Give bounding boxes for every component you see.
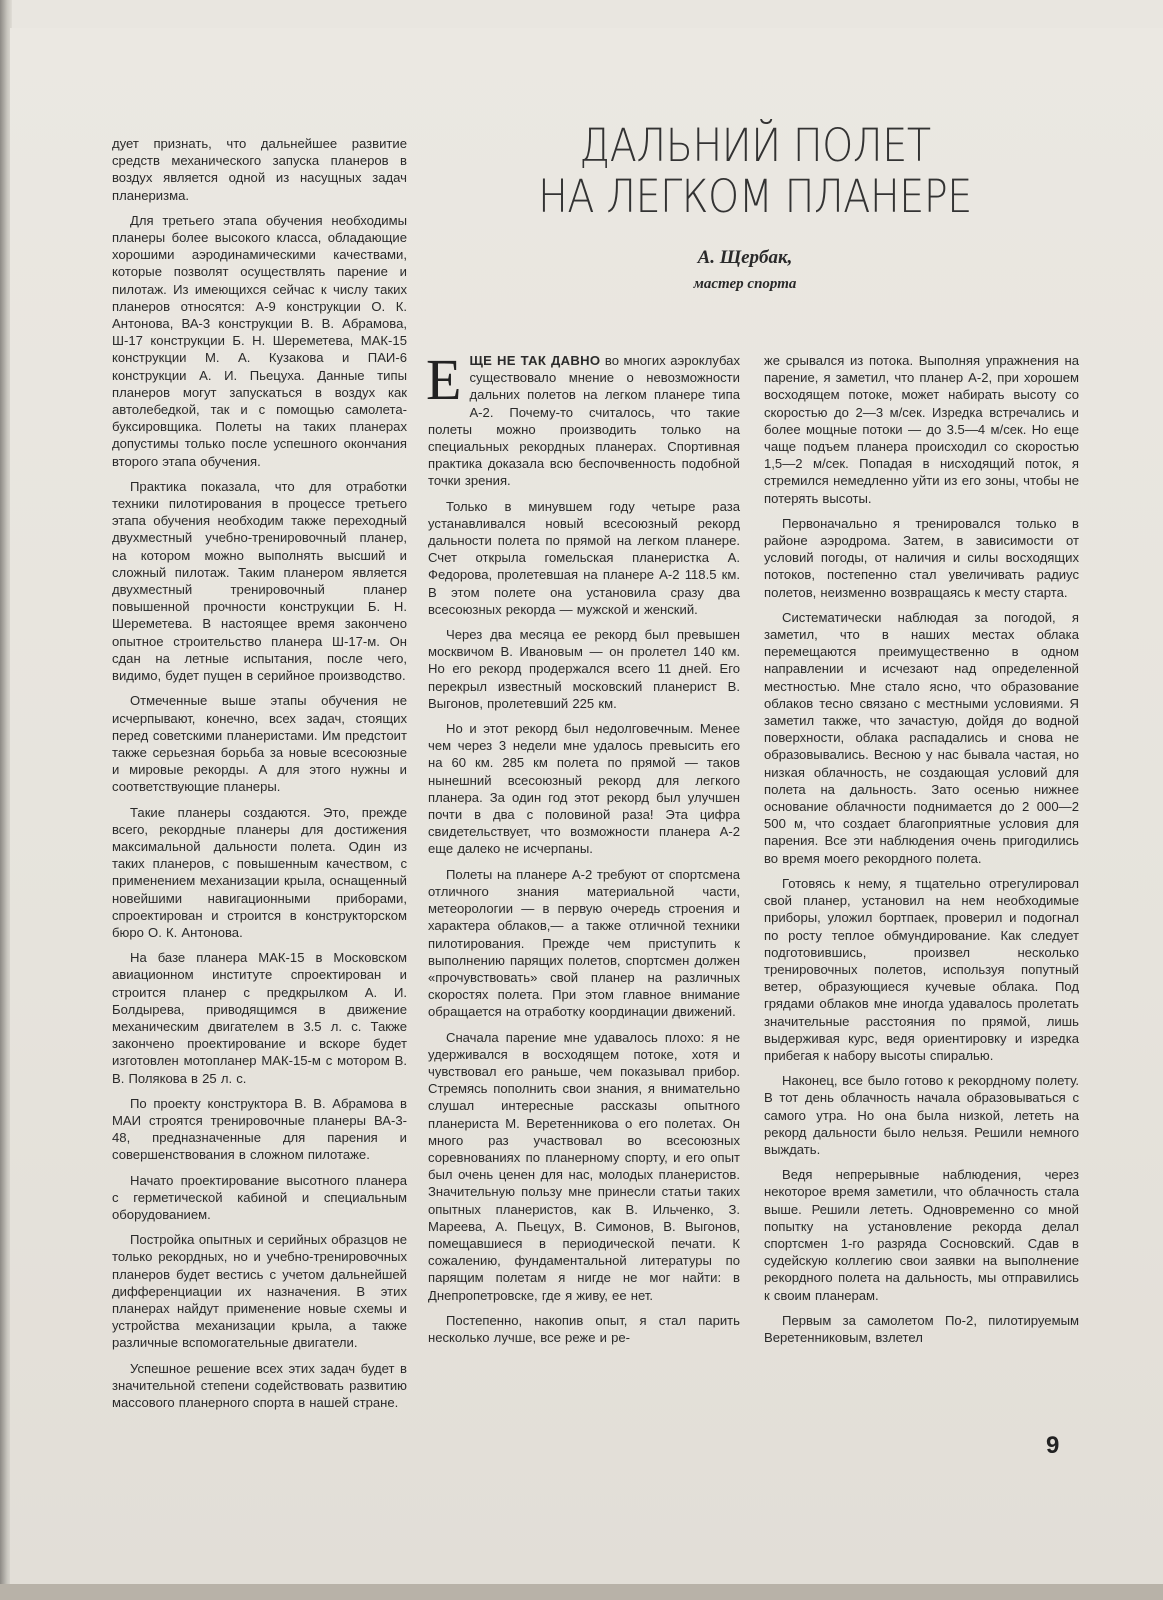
column3-paragraph: Систематически наблюдая за погодой, я заметил, что в наших местах облака перемещаются преимущественно в одном направлении и исчезают над определенной местностью. Мне стало ясно, что образование облаков тесно связано с местными условиями. Я заметил также, что зачастую, дойдя до водной поверхности, облака распадались и снова не образовывались. Весною у нас бывала частая, но низкая облачность, не создающая условий для полета на дальность. Зато осенью нижнее основание облачности поднимается до 2 000—2 500 м, что создает благоприятные условия для парения. Все эти наблюдения очень пригодились во время моего рекордного полета. bbox=[764, 609, 1079, 866]
column1-paragraph: Отмеченные выше этапы обучения не исчерпывают, конечно, всех задач, стоящих перед советскими планеристами. Им предстоит также серьезная борьба за новые всесоюзные и мировые рекорды. А для этого нужны и соответствующие планеры. bbox=[112, 693, 407, 795]
column2-paragraph: Только в минувшем году четыре раза устанавливался новый всесоюзный рекорд дальности полета по прямой на легком планере. Счет открыла гомельская планеристка А. Федорова, пролетевшая на планере А-2 118.5 км. В этом полете она установила сразу два всесоюзных рекорда — мужской и женский. bbox=[428, 498, 740, 617]
column3-paragraph: Наконец, все было готово к рекордному полету. В тот день облачность начала образовываться с самого утра. Но она была низкой, лететь на рекорд дальности было нельзя. Решили немного выждать. bbox=[764, 1073, 1079, 1157]
column2-paragraph: Через два месяца ее рекорд был превышен москвичом В. Ивановым — он пролетел 140 км. Но его рекорд продержался всего 11 дней. Его перекрыл известный московский планерист В. Выгонов, пролетевший 225 км. bbox=[428, 627, 740, 711]
column3-paragraph: Готовясь к нему, я тщательно отрегулировал свой планер, установил на нем необходимые приборы, уложил бортпаек, проверил и подогнал по росту теплое обмундирование. Как следует подготовившись, произвел несколько тренировочных полетов, используя попутный ветер, образующиеся кучевые облака. Под грядами облаков мне иногда удавалось пролетать значительные расстояния по прямой, лишь выдерживая курс, ведя ориентировку и изредка прибегая к набору высоты спиралью. bbox=[764, 875, 1079, 1063]
drop-cap: Е bbox=[426, 347, 462, 412]
text-column-2 bbox=[426, 347, 741, 1354]
article-title-line-1: ДАЛЬНИЙ ПОЛЕТ bbox=[579, 119, 931, 172]
article-title bbox=[531, 120, 980, 222]
column1-paragraph: Успешное решение всех этих задач будет в значительной степени содействовать развитию массового планерного спорта в нашей стране. bbox=[112, 1360, 407, 1411]
column1-paragraph: По проекту конструктора В. В. Абрамова в МАИ строятся тренировочные планеры ВА-3-48, предназначенные для парения и совершенствования в сложном пилотаже. bbox=[112, 1095, 407, 1163]
column1-paragraph: На базе планера МАК-15 в Московском авиационном институте спроектирован и строится планер с предкрылком А. И. Болдырева, приводящимся в движение механическим двигателем в 3.5 л. с. Также закончено проектирование и вскоре будет изготовлен мотопланер МАК-15-м с мотором В. В. Полякова в 25 л. с. bbox=[112, 950, 407, 1086]
page-bottom-edge bbox=[0, 1584, 1163, 1600]
column2-paragraph: Сначала парение мне удавалось плохо: я не удерживался в восходящем потоке, хотя и чувствовал его раньше, чем показывал прибор. Стремясь пополнить свои знания, я внимательно слушал интересные рассказы опытного планериста М. Веретенникова о его полетах. Он много раз участвовал во всесоюзных соревнованиях по планерному спорту, и его опыт был очень ценен для нас, молодых планеристов. Значительную пользу мне принесли статьи таких опытных планеристов, как В. Ильченко, З. Мареева, А. Пьецух, В. Симонов, В. Выгонов, помещавшиеся в периодической печати. К сожалению, фундаментальной литературы по парящим полетам я нигде не мог найти: в Днепропетровске, где я живу, ее нет. bbox=[428, 1029, 740, 1303]
column3-paragraph: же срывался из потока. Выполняя упражнения на парение, я заметил, что планер А-2, при хорошем восходящем потоке, может набирать высоту со скоростью до 2—3 м/сек. Изредка встречались и более мощные потоки — до 3.5—4 м/сек. Но еще чаще подъем планера происходил со скоростью 1,5—2 м/сек. Попадая в нисходящий поток, я стремился немедленно уйти из его зоны, чтобы не потерять высоты. bbox=[764, 353, 1079, 506]
text-column-1 bbox=[112, 135, 407, 1419]
article-author: А. Щербак, bbox=[697, 247, 793, 268]
text-column-3 bbox=[764, 352, 1079, 1354]
column3-paragraph: Ведя непрерывные наблюдения, через некоторое время заметили, что облачность стала выше. Решили лететь. Одновременно со мной попытку на установление рекорда делал спортсмен 1-го разряда Сосновский. Сдав в судейскую коллегию свои заявки на выполнение рекордного полета на дальность, мы отправились к своим планерам. bbox=[764, 1167, 1079, 1303]
column1-paragraph: Такие планеры создаются. Это, прежде всего, рекордные планеры для достижения максимальной дальности полета. Один из таких планеров, с повышенным качеством, с применением механизации крыла, оснащенный новейшими навигационными приборами, спроектирован и строится в конструкторском бюро О. К. Антонова. bbox=[112, 804, 407, 940]
column2-paragraph: Но и этот рекорд был недолговечным. Менее чем через 3 недели мне удалось превысить его на 60 км. 285 км полета по прямой — таков нынешний всесоюзный рекорд для легкого планера. За один год этот рекорд был улучшен почти в два с половиной раза! Эта цифра свидетельствует, что возможности планера А-2 еще далеко не исчерпаны. bbox=[428, 721, 740, 857]
column2-paragraph: Полеты на планере А-2 требуют от спортсмена отличного знания материальной части, метеорологии — в первую очередь строения и характера облаков,— а также отличной техники пилотирования. Прежде чем приступить к выполнению парящих полетов, спортсмен должен «прочувствовать» свой планер на различных скоростях полета. При этом главное внимание обращается на отработку координации движений. bbox=[428, 866, 740, 1020]
lead-caps: ЩЕ НЕ ТАК ДАВНО bbox=[469, 353, 601, 368]
column1-paragraph: Для третьего этапа обучения необходимы планеры более высокого класса, обладающие хорошими аэродинамическими качествами, которые позволят осуществлять парение и пилотаж. Из имеющихся сейчас к числу таких планеров относятся: А-9 конструкции О. К. Антонова, ВА-3 конструкции В. В. Абрамова, Ш-17 конструкции Б. Н. Шереметева, МАК-15 конструкции М. А. Кузакова и ПАИ-6 конструкции А. И. Пьецуха. Данные типы планеров могут запускаться в воздух как автолебедкой, так и с помощью самолета-буксировщика. Полеты на таких планерах допустимы только после успешного окончания второго этапа обучения. bbox=[112, 212, 407, 469]
column3-paragraph: Первоначально я тренировался только в районе аэродрома. Затем, в зависимости от условий погоды, от наличия и силы восходящих потоков, постепенно стал увеличивать радиус полетов, неизменно возвращаясь к месту старта. bbox=[764, 515, 1079, 600]
page-number: 9 bbox=[1046, 1432, 1060, 1459]
column1-paragraph: Постройка опытных и серийных образцов не только рекордных, но и учебно-тренировочных планеров будет вестись с учетом дальнейшей дифференциации их назначения. В этих планерах найдут применение новые схемы и устройства механизации крыла, а также различные вспомогательные двигатели. bbox=[112, 1232, 407, 1351]
article-title-line-2: НА ЛЕГКОМ ПЛАНЕРЕ bbox=[538, 170, 972, 223]
column1-paragraph: Практика показала, что для отработки техники пилотирования в процессе третьего этапа обучения необходим также переходный двухместный учебно-тренировочный планер, на котором можно выполнять высший и сложный пилотаж. Таким планером является двухместный тренировочный планер повышенной прочности конструкции Б. Н. Шереметева. В настоящее время закончено опытное строительство планера Ш-17-м. Он сдан на летные испытания, после чего, видимо, будет пущен в серийное производство. bbox=[112, 478, 407, 684]
column2-paragraph: Постепенно, накопив опыт, я стал парить несколько лучше, все реже и ре- bbox=[428, 1312, 740, 1345]
lead-paragraph bbox=[426, 347, 741, 490]
column1-paragraph: дует признать, что дальнейшее развитие средств механического запуска планеров в воздух является одной из насущных задач планеризма. bbox=[112, 136, 407, 203]
author-role: мастер спорта bbox=[693, 276, 797, 292]
column3-paragraph: Первым за самолетом По-2, пилотируемым Веретенниковым, взлетел bbox=[764, 1312, 1079, 1345]
lead-text: во многих аэроклубах существовало мнение о невозможности дальних полетов на легком планере типа А-2. Почему-то считалось, что такие полеты можно производить только на специальных рекордных планерах. Спортивная практика доказала всю беспочвенность подобной точки зрения. bbox=[428, 353, 741, 489]
column1-paragraph: Начато проектирование высотного планера с герметической кабиной и специальным оборудованием. bbox=[112, 1172, 407, 1222]
